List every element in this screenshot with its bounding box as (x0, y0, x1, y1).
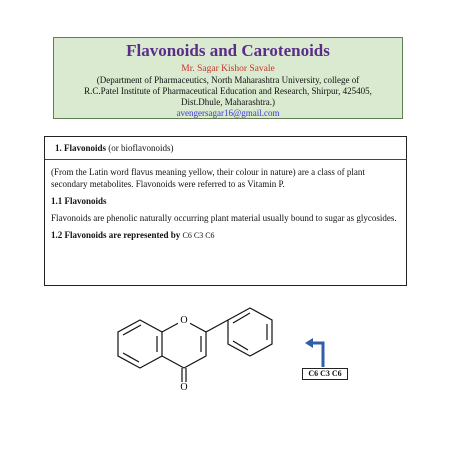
paragraph-1-1: Flavonoids are phenolic naturally occurring plant material usually bound to sugar as glycosides. (51, 213, 397, 223)
intro-paragraph: (From the Latin word flavus meaning yellow, their colour in nature) are a class of plant secondary metabolites. Flavonoids were referred to as Vitamin P. (51, 167, 365, 189)
affiliation-line-1: (Department of Pharmaceutics, North Maharashtra University, college of (96, 75, 360, 85)
subheading-1-1: 1.1 Flavonoids (51, 196, 107, 206)
ring-b-double-1 (233, 313, 250, 323)
ring-c (162, 320, 206, 368)
flavone-structure-diagram (110, 298, 310, 390)
ring-a (118, 320, 162, 368)
affiliation-line-3: Dist.Dhule, Maharashtra.) (181, 97, 275, 107)
formula-label-box: C6 C3 C6 (302, 368, 348, 380)
subheading-1-2 (51, 229, 400, 242)
heading-title: Flavonoids (64, 143, 107, 153)
email-link[interactable]: avengersagar16@gmail.com (176, 108, 280, 118)
carbonyl-oxygen-label: O (180, 382, 188, 390)
ring-a-double-1 (123, 325, 141, 335)
affiliation-line-2: R.C.Patel Institute of Pharmaceutical Education and Research, Shirpur, 425405, (84, 86, 372, 96)
subheading-1-2-formula: C6 C3 C6 (182, 231, 215, 240)
heading-subtitle: (or bioflavonoids) (108, 143, 174, 153)
subheading-1-2-text: 1.2 Flavonoids are represented by (51, 230, 181, 240)
header-box (53, 37, 403, 119)
arrow-icon (305, 337, 330, 369)
linker-bond (206, 320, 228, 332)
divider (45, 159, 406, 160)
ring-oxygen-label: O (180, 315, 188, 326)
heading-number: 1. (55, 143, 62, 153)
section-heading (51, 142, 400, 154)
page-title: Flavonoids and Carotenoids (126, 41, 330, 60)
ring-b (228, 308, 272, 356)
content-box (44, 136, 407, 286)
ring-b-double-3 (233, 341, 248, 350)
author-name: Mr. Sagar Kishor Savale (181, 64, 275, 74)
